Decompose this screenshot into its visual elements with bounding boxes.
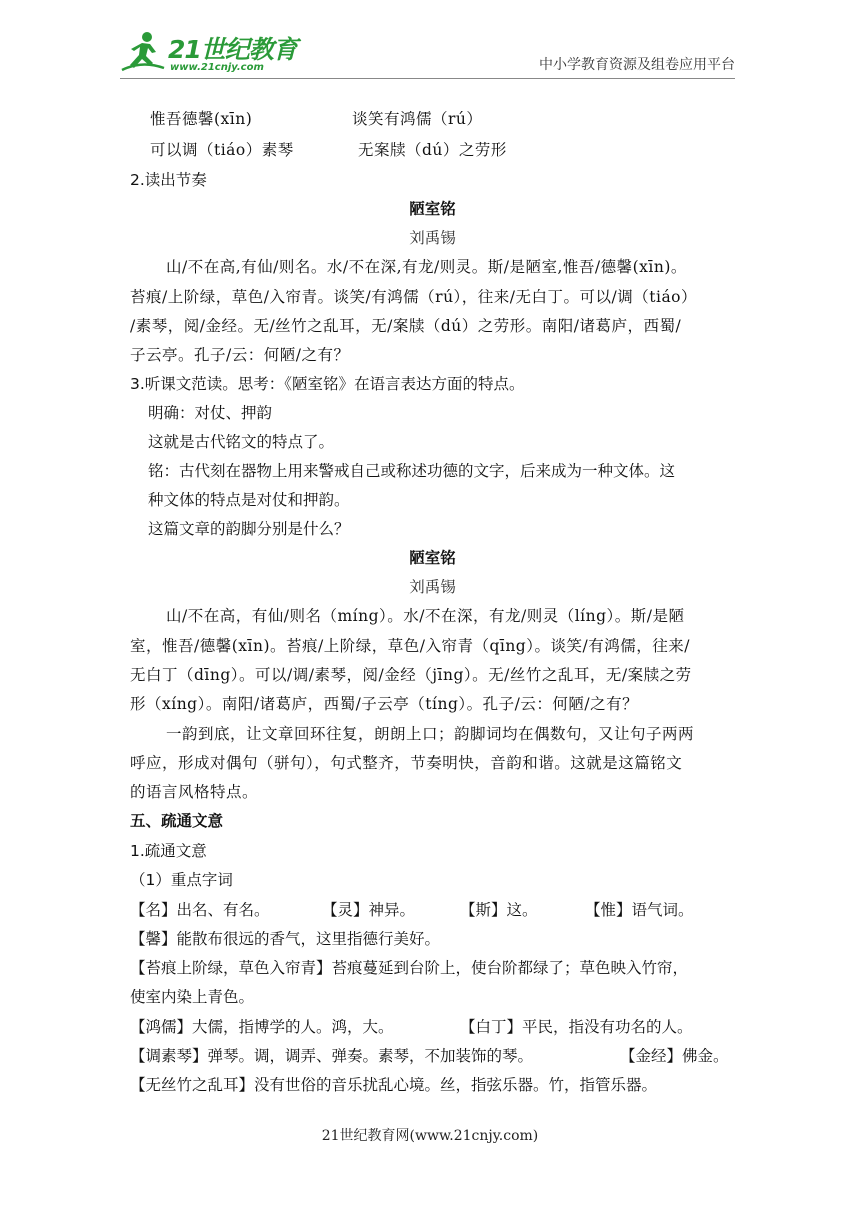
pronunciation-item: 惟吾德馨(xīn) [150, 110, 253, 128]
rhythm-line: 苔痕/上阶绿，草色/入帘青。谈笑/有鸿儒（rú），往来/无白丁。可以/调（tiáo） [130, 288, 698, 306]
logo-url: www.21cnjy.com [170, 62, 264, 73]
definition-item: 【惟】语气词。 [585, 901, 694, 919]
definition-item: 【无丝竹之乱耳】没有世俗的音乐扰乱心境。丝，指弦乐器。竹，指管乐器。 [130, 1076, 658, 1094]
rhyme-line: 无白丁（dīng）。可以/调/素琴，阅/金经（jīng）。无/丝竹之乱耳，无/案牍之劳 [130, 666, 692, 684]
page-header [120, 28, 735, 82]
platform-name: 中小学教育资源及组卷应用平台 [539, 57, 735, 73]
definition-item: 【白丁】平民，指没有功名的人。 [460, 1018, 693, 1036]
rhyme-line: 室，惟吾/德馨(xīn)。苔痕/上阶绿，草色/入帘青（qīng）。谈笑/有鸿儒，往来/ [130, 637, 690, 655]
summary-line: 呼应，形成对偶句（骈句），句式整齐，节奏明快，音韵和谐。这就是这篇铭文 [130, 754, 683, 772]
answer-text: 明确：对仗、押韵 [148, 404, 273, 422]
poem-title: 陋室铭 [409, 549, 456, 567]
rhyme-line: 山/不在高，有仙/则名（míng）。水/不在深，有龙/则灵（líng）。斯/是陋 [166, 607, 685, 625]
section-heading: 五、疏通文意 [130, 812, 224, 830]
runner-icon [120, 30, 166, 74]
poem-title: 陋室铭 [409, 200, 456, 218]
pronunciation-item: 可以调（tiáo）素琴 [150, 141, 294, 159]
definition-item: 使室内染上青色。 [130, 988, 255, 1006]
definition-item: 【名】出名、有名。 [130, 901, 270, 919]
definition-item: 【苔痕上阶绿，草色入帘青】苔痕蔓延到台阶上，使台阶都绿了；草色映入竹帘， [130, 959, 689, 977]
pronunciation-item: 谈笑有鸿儒（rú） [352, 110, 483, 128]
poem-author: 刘禹锡 [409, 229, 456, 247]
subsection-heading: （1）重点字词 [130, 871, 233, 889]
poem-author: 刘禹锡 [409, 578, 456, 596]
definition-item: 【金经】佛金。 [620, 1047, 729, 1065]
rhythm-line: 子云亭。孔子/云：何陋/之有？ [130, 346, 350, 364]
definition-item: 【灵】神异。 [322, 901, 416, 919]
header-divider [120, 78, 735, 79]
rhythm-line: /素琴，阅/金经。无/丝竹之乱耳，无/案牍（dú）之劳形。南阳/诸葛庐，西蜀/ [130, 317, 682, 335]
question-text: 这篇文章的韵脚分别是什么？ [148, 520, 350, 538]
definition-text: 种文体的特点是对仗和押韵。 [148, 491, 350, 509]
definition-text: 铭：古代刻在器物上用来警戒自己或称述功德的文字，后来成为一种文体。这 [148, 462, 676, 480]
step-heading: 3.听课文范读。思考：《陋室铭》在语言表达方面的特点。 [130, 375, 525, 393]
site-logo[interactable] [120, 28, 300, 78]
definition-item: 【馨】能散布很远的香气，这里指德行美好。 [130, 930, 441, 948]
definition-item: 【鸿儒】大儒，指博学的人。鸿，大。 [130, 1018, 394, 1036]
note-text: 这就是古代铭文的特点了。 [148, 433, 335, 451]
step-heading: 2.读出节奏 [130, 171, 207, 189]
rhythm-line: 山/不在高,有仙/则名。水/不在深,有龙/则灵。斯/是陋室,惟吾/德馨(xīn)。 [166, 258, 687, 276]
definition-item: 【斯】这。 [460, 901, 538, 919]
logo-text: 21世纪教育 [168, 35, 297, 64]
step-heading: 1.疏通文意 [130, 842, 207, 860]
page-footer: 21世纪教育网(www.21cnjy.com) [321, 1128, 539, 1144]
definition-item: 【调素琴】弹琴。调，调弄、弹奏。素琴，不加装饰的琴。 [130, 1047, 534, 1065]
summary-line: 的语言风格特点。 [130, 783, 259, 801]
rhyme-line: 形（xíng）。南阳/诸葛庐，西蜀/子云亭（tíng）。孔子/云：何陋/之有？ [130, 695, 639, 713]
pronunciation-item: 无案牍（dú）之劳形 [358, 141, 507, 159]
summary-line: 一韵到底，让文章回环往复，朗朗上口；韵脚词均在偶数句，又让句子两两 [166, 725, 695, 743]
